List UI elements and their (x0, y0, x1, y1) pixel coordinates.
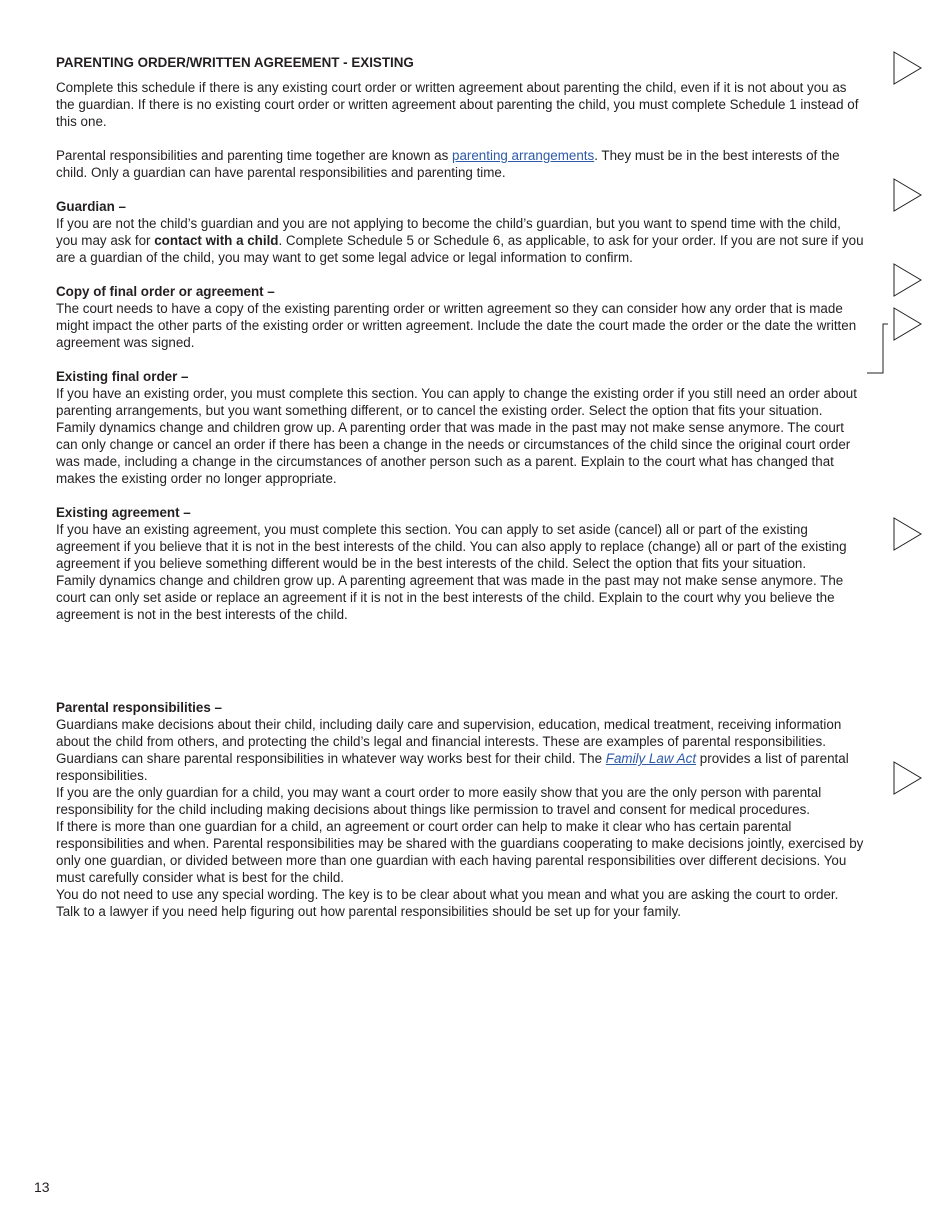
arrow-marker-icon (893, 178, 923, 212)
guardian-text (56, 215, 864, 266)
responsibilities-text (56, 716, 864, 784)
guardian-heading: Guardian – (56, 199, 126, 214)
agreement-text: If you have an existing agreement, you must complete this section. You can apply to set aside (cancel) all or part of the existing agreement if you believe that it is not in the best interests of the child. You can also apply to replace (change) all or part of the existing agreement if you believe something different would be in the best interests of the child. Select the option that fits your situation. (56, 522, 847, 571)
arrow-marker-icon (893, 263, 923, 297)
copy-text: The court needs to have a copy of the existing parenting order or written agreement so they can consider how any order that is made might impact the other parts of the existing order or written agreement. Include the date the court made the order or the date the written agreement was signed. (56, 301, 857, 350)
responsibilities-text-after: provides a list of parental responsibilities. (56, 751, 849, 783)
guardian-text-after: . Complete Schedule 5 or Schedule 6, as applicable, to ask for your order. If you are not sure if you are a guardian of the child, you may want to get some legal advice or legal information to confirm. (56, 233, 864, 265)
copy-heading: Copy of final order or agreement – (56, 284, 275, 299)
arrangements-section (56, 147, 864, 181)
arrow-marker-icon (893, 51, 923, 85)
bracket-connector (866, 323, 888, 375)
contact-with-child-term: contact with a child (154, 233, 279, 248)
arrow-marker-icon (893, 517, 923, 551)
page-number: 13 (34, 1179, 50, 1195)
intro-text: Complete this schedule if there is any existing court order or written agreement about parenting the child, even if it is not about you as the guardian. If there is no existing court order or written agreement about parenting the child, you must complete Schedule 1 instead of this one. (56, 80, 859, 129)
arrow-marker-icon (893, 761, 923, 795)
arrangements-text-before: Parental responsibilities and parenting time together are known as (56, 148, 452, 163)
parenting-arrangements-link[interactable]: parenting arrangements (452, 148, 595, 163)
final-order-section (56, 368, 864, 487)
responsibilities-text-2: If you are the only guardian for a child, you may want a court order to more easily show that you are the only person with parental responsibility for the child including making decisions about things like permission to travel and consent for medical procedures. (56, 785, 822, 817)
responsibilities-text-4: You do not need to use any special wording. The key is to be clear about what you mean and what you are asking the court to order. (56, 887, 839, 902)
schedule-content (56, 54, 864, 937)
arrangements-text-after: . They must be in the best interests of the child. Only a guardian can have parental responsibilities and parenting time. (56, 148, 840, 180)
final-order-text: If you have an existing order, you must complete this section. You can apply to change the existing order if you still need an order about parenting arrangements, but you want something different, or to cancel the existing order. Select the option that fits your situation. (56, 386, 857, 418)
agreement-text-2: Family dynamics change and children grow up. A parenting agreement that was made in the past may not make sense anymore. The court can only set aside or replace an agreement if it is not in the best interests of the child. Explain to the court why you believe the agreement is not in the best interests of the child. (56, 573, 844, 622)
responsibilities-text-5: Talk to a lawyer if you need help figuring out how parental responsibilities should be set up for your family. (56, 904, 681, 919)
page-title: PARENTING ORDER/WRITTEN AGREEMENT - EXISTING (56, 55, 414, 70)
agreement-heading: Existing agreement – (56, 505, 191, 520)
responsibilities-heading: Parental responsibilities – (56, 700, 222, 715)
final-order-text-2: Family dynamics change and children grow up. A parenting order that was made in the past may not make sense anymore. The court can only change or cancel an order if there has been a change in the needs or circumstances of the child since the original court order was made, including a change in the circumstances of another person such as a parent. Explain to the court what has changed that makes the existing order no longer appropriate. (56, 420, 851, 486)
responsibilities-section (56, 699, 864, 920)
guardian-text-before: If you are not the child’s guardian and you are not applying to become the child’s guardian, but you want to spend time with the child, you may ask for (56, 216, 841, 248)
arrangements-text (56, 147, 864, 181)
responsibilities-text-before: Guardians make decisions about their child, including daily care and supervision, education, medical treatment, receiving information about the child from others, and protecting the child’s legal and financial interests. These are examples of parental responsibilities. Guardians can share parental responsibilities in whatever way works best for their child. The (56, 717, 842, 766)
family-law-act-link[interactable]: Family Law Act (605, 751, 697, 766)
agreement-section (56, 504, 864, 623)
responsibilities-text-3: If there is more than one guardian for a child, an agreement or court order can help to make it clear who has certain parental responsibilities and when. Parental responsibilities may be shared with the guardians cooperating to make decisions jointly, exercised by only one guardian, or divided between more than one guardian with each having parental responsibilities over different decisions. You must carefully consider what is best for the child. (56, 819, 864, 885)
guardian-section (56, 198, 864, 266)
final-order-heading: Existing final order – (56, 369, 189, 384)
intro-section (56, 79, 864, 130)
arrow-marker-icon (893, 307, 923, 341)
copy-section (56, 283, 864, 351)
